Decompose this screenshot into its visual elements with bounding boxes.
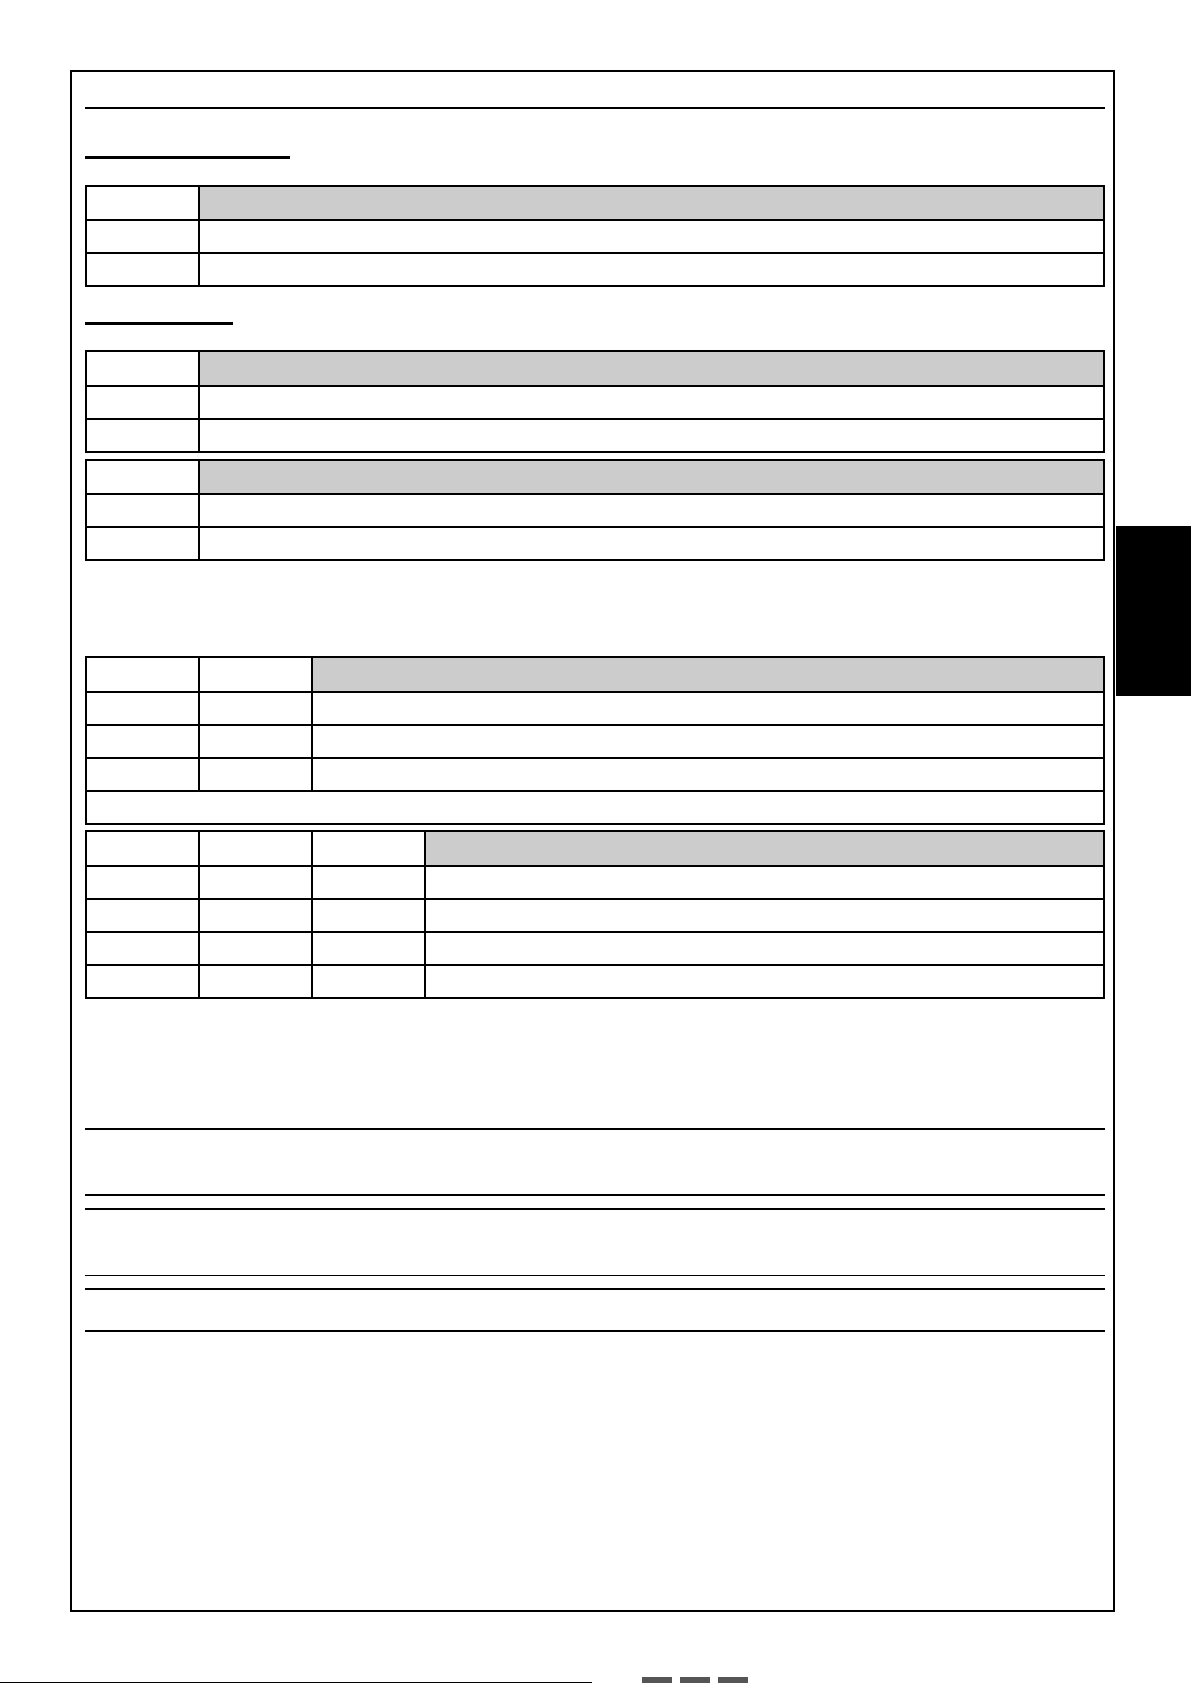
table-cell (312, 831, 425, 866)
table-cell (199, 692, 312, 725)
table-cell (86, 965, 199, 998)
table-note-row (86, 791, 1104, 824)
table-row (86, 494, 1104, 527)
table-row (86, 220, 1104, 253)
section-thumb-tab (1116, 526, 1191, 696)
footer-rule (0, 1682, 592, 1683)
table-note-cell (86, 791, 1104, 824)
table-cell (312, 932, 425, 965)
table-cell (199, 725, 312, 758)
table-cell (86, 186, 199, 220)
section-2-table-a (85, 350, 1105, 453)
table-cell (86, 899, 199, 932)
table-header-row (86, 351, 1104, 386)
table-cell (312, 725, 1104, 758)
table-cell (312, 965, 425, 998)
divider-rule (85, 1128, 1105, 1130)
table-cell (312, 899, 425, 932)
table-cell (312, 758, 1104, 791)
table-cell (199, 965, 312, 998)
table-row (86, 725, 1104, 758)
table-row (86, 527, 1104, 560)
table-cell (199, 419, 1104, 452)
table-row (86, 866, 1104, 899)
divider-rule (85, 1330, 1105, 1332)
table-cell (425, 866, 1104, 899)
table-row (86, 253, 1104, 286)
table-row (86, 899, 1104, 932)
table-cell (312, 866, 425, 899)
table-cell (86, 386, 199, 419)
table-row (86, 692, 1104, 725)
table-cell (199, 932, 312, 965)
table-cell (425, 932, 1104, 965)
section-3-table-a (85, 656, 1105, 825)
table-cell (199, 220, 1104, 253)
table-header-cell (199, 460, 1104, 494)
section-1-heading-underline (85, 156, 290, 159)
divider-rule (85, 1275, 1105, 1276)
table-cell (199, 866, 312, 899)
table-header-cell (425, 831, 1104, 866)
table-header-cell (312, 657, 1104, 692)
table-cell (86, 932, 199, 965)
table-header-row (86, 186, 1104, 220)
divider-rule (85, 1208, 1105, 1210)
table-row (86, 758, 1104, 791)
table-cell (425, 965, 1104, 998)
table-cell (86, 351, 199, 386)
table-cell (199, 831, 312, 866)
footer-mark (718, 1677, 748, 1683)
table-cell (199, 758, 312, 791)
table-cell (86, 725, 199, 758)
table-row (86, 965, 1104, 998)
section-2-heading-underline (85, 322, 233, 325)
table-cell (86, 692, 199, 725)
footer-mark (642, 1677, 672, 1683)
footer-mark (680, 1677, 710, 1683)
table-header-row (86, 460, 1104, 494)
table-cell (86, 220, 199, 253)
section-1-table (85, 185, 1105, 287)
table-cell (86, 253, 199, 286)
table-row (86, 932, 1104, 965)
table-cell (86, 657, 199, 692)
section-2-table-b (85, 459, 1105, 561)
table-cell (199, 494, 1104, 527)
table-header-row (86, 831, 1104, 866)
table-cell (199, 527, 1104, 560)
section-3-table-b (85, 830, 1105, 999)
table-header-cell (199, 186, 1104, 220)
table-cell (86, 831, 199, 866)
table-row (86, 419, 1104, 452)
divider-rule (85, 1194, 1105, 1196)
table-cell (86, 460, 199, 494)
table-cell (199, 899, 312, 932)
table-cell (199, 386, 1104, 419)
table-cell (86, 419, 199, 452)
table-row (86, 386, 1104, 419)
table-cell (425, 899, 1104, 932)
table-header-cell (199, 351, 1104, 386)
table-cell (199, 657, 312, 692)
table-cell (86, 527, 199, 560)
table-cell (86, 494, 199, 527)
table-cell (199, 253, 1104, 286)
table-cell (312, 692, 1104, 725)
table-cell (86, 758, 199, 791)
divider-rule (85, 1288, 1105, 1290)
top-rule (85, 107, 1105, 109)
table-header-row (86, 657, 1104, 692)
table-cell (86, 866, 199, 899)
